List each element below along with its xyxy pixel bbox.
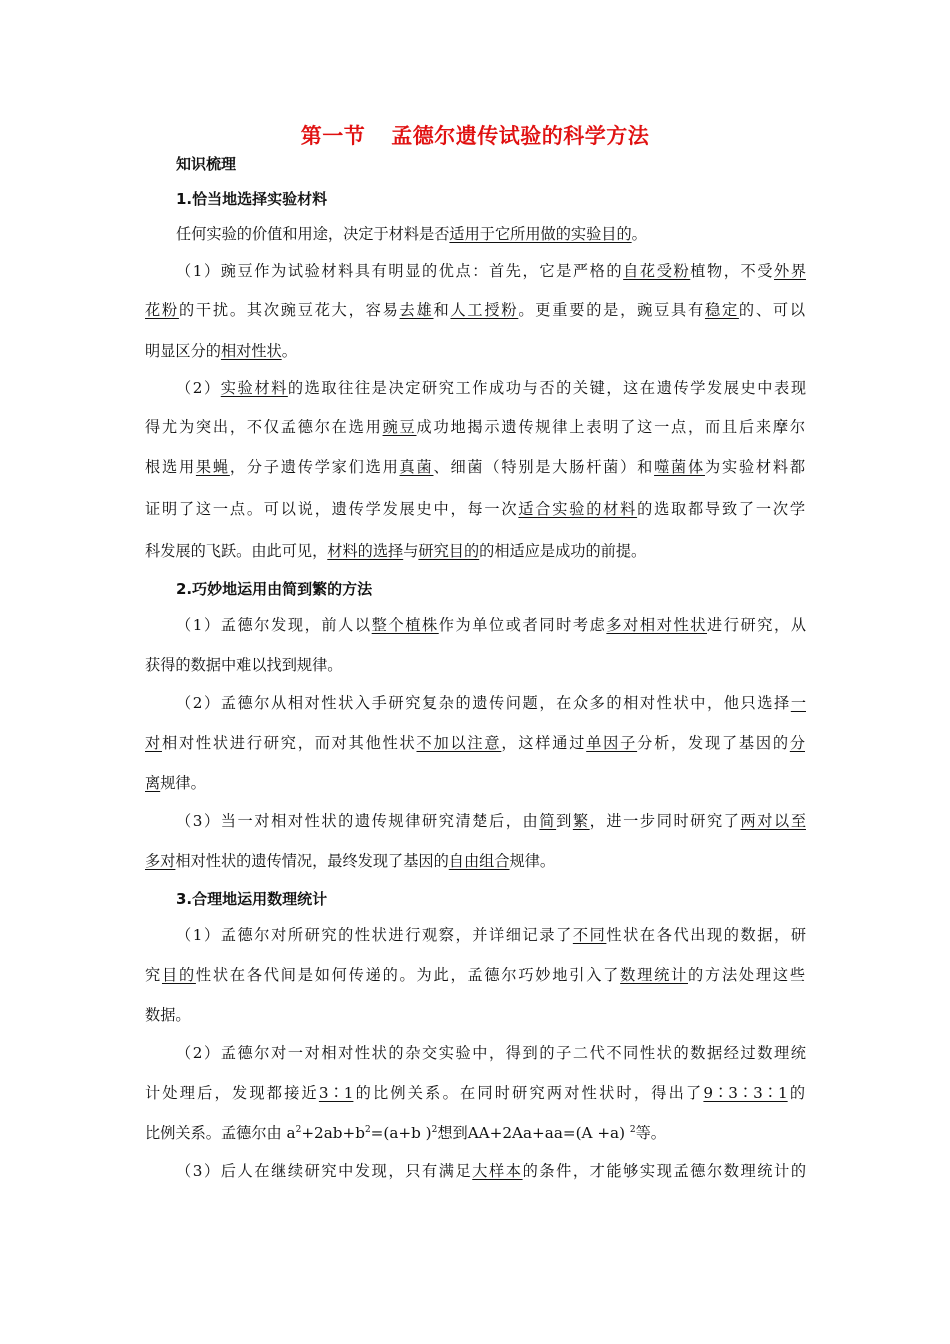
s2-p2-line3: 离规律。 xyxy=(145,774,206,792)
s1-p2-line2: 得尤为突出，不仅孟德尔在选用豌豆成功地揭示遗传规律上表明了这一点，而且后来摩尔 xyxy=(145,418,805,436)
s3-p2-line3: 比例关系。孟德尔由 $a^2+2ab+b^2=(a+b$ )$^2$想到AA+2Aa+aa=(A +a) $^2$等。 xyxy=(145,1124,666,1142)
s1-p2-line1: （2）实验材料的选取往往是决定研究工作成功与否的关键，这在遗传学发展史中表现 xyxy=(176,379,806,397)
section3-heading: 3.合理地运用数理统计 xyxy=(176,890,328,908)
s3-p2-line1: （2）孟德尔对一对相对性状的杂交实验中，得到的子二代不同性状的数据经过数理统 xyxy=(176,1044,806,1062)
s3-p1-line3: 数据。 xyxy=(145,1006,191,1024)
s2-p1-line2: 获得的数据中难以找到规律。 xyxy=(145,656,343,674)
s1-p2-line4: 证明了这一点。可以说，遗传学发展史中，每一次适合实验的材料的选取都导致了一次学 xyxy=(145,500,805,518)
s1-p1-line3: 明显区分的相对性状。 xyxy=(145,342,297,360)
section1-heading: 1.恰当地选择实验材料 xyxy=(176,190,328,208)
page-title xyxy=(0,120,950,150)
s3-p1-line1: （1）孟德尔对所研究的性状进行观察，并详细记录了不同性状在各代出现的数据，研 xyxy=(176,926,806,944)
s1-p1-line2: 花粉的干扰。其次豌豆花大，容易去雄和人工授粉。更重要的是，豌豆具有稳定的、可以 xyxy=(145,301,805,319)
title-text: 孟德尔遗传试验的科学方法 xyxy=(391,124,650,148)
s1-p2-line3: 根选用果蝇，分子遗传学家们选用真菌、细菌（特别是大肠杆菌）和噬菌体为实验材料都 xyxy=(145,458,805,476)
title-section-number: 第一节 xyxy=(300,124,366,148)
s2-p1-line1: （1）孟德尔发现，前人以整个植株作为单位或者同时考虑多对相对性状进行研究，从 xyxy=(176,616,806,634)
s1-p1-line1: （1）豌豆作为试验材料具有明显的优点：首先，它是严格的自花受粉植物，不受外界 xyxy=(176,262,806,280)
s2-p3-line1: （3）当一对相对性状的遗传规律研究清楚后，由简到繁，进一步同时研究了两对以至 xyxy=(176,812,806,830)
s3-p2-line2: 计处理后，发现都接近3∶1的比例关系。在同时研究两对性状时，得出了9∶3∶3∶1的 xyxy=(145,1084,806,1102)
s3-p1-line2: 究目的性状在各代间是如何传递的。为此，孟德尔巧妙地引入了数理统计的方法处理这些 xyxy=(145,966,805,984)
s2-p2-line2: 对相对性状进行研究，而对其他性状不加以注意，这样通过单因子分析，发现了基因的分 xyxy=(145,734,805,752)
s2-p3-line2: 多对相对性状的遗传情况，最终发现了基因的自由组合规律。 xyxy=(145,852,556,870)
s3-p3-line1: （3）后人在继续研究中发现，只有满足大样本的条件，才能够实现孟德尔数理统计的 xyxy=(176,1162,806,1180)
heading-knowledge: 知识梳理 xyxy=(176,155,237,173)
s1-p2-line5: 科发展的飞跃。由此可见，材料的选择与研究目的的相适应是成功的前提。 xyxy=(145,542,647,560)
s2-p2-line1: （2）孟德尔从相对性状入手研究复杂的遗传问题，在众多的相对性状中，他只选择一 xyxy=(176,694,806,712)
section2-heading: 2.巧妙地运用由简到繁的方法 xyxy=(176,580,373,598)
section1-intro: 任何实验的价值和用途，决定于材料是否适用于它所用做的实验目的。 xyxy=(176,225,647,243)
